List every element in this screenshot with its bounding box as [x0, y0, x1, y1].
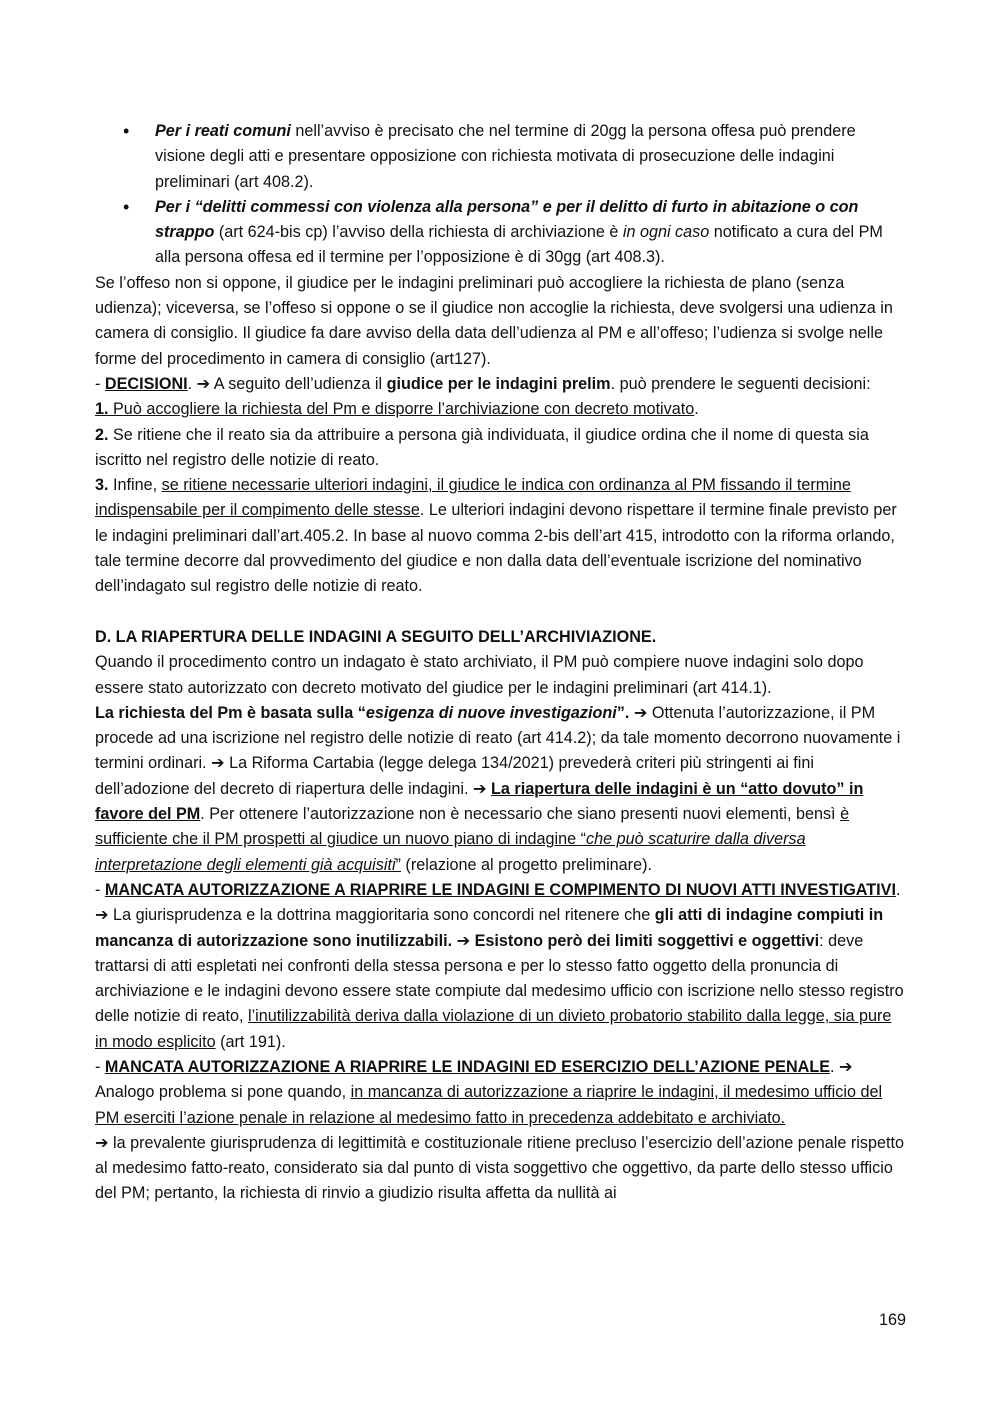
underlined-part: è sufficiente che il PM prospetti al giudice un nuovo piano di indagine “: [95, 805, 850, 849]
bullet-text: (art 624-bis cp) l’avviso della richiesta di archiviazione è: [214, 223, 623, 242]
body-text: . ➔ Analogo problema si pone quando,: [95, 1057, 853, 1102]
bullet-item-reati-comuni: [95, 119, 907, 195]
body-text: . Per ottenere l’autorizzazione non è necessario che siano presenti nuovi elementi, bensì: [200, 805, 841, 824]
final-paragraph: ➔ la prevalente giurisprudenza di legittimità e costituzionale ritiene precluso l’esercizio dell’azione penale rispetto al medesimo fatto-reato, considerato sia dal punto di vista soggettivo che oggettivo, da parte dello stesso ufficio del PM; pertanto, la richiesta di rinvio a giudizio risulta affetta da nullità ai: [95, 1133, 904, 1203]
decisioni-rest: . può prendere le seguenti decisioni:: [610, 374, 871, 393]
bullet-dot-icon: •: [123, 196, 130, 217]
bullet-text: notificato a cura del PM alla persona offesa ed il termine per l’opposizione è di 30gg (art 408.3).: [155, 223, 883, 267]
body-text: (art 191).: [215, 1032, 286, 1051]
mancata-autorizzazione-azione-penale: [95, 1055, 907, 1131]
section-d-heading: [95, 625, 907, 650]
body-text: (relazione al progetto preliminare).: [400, 855, 652, 874]
atto-dovuto-text: La riapertura delle indagini è un “atto dovuto” in favore del PM: [95, 779, 864, 824]
mancata-title: MANCATA AUTORIZZAZIONE A RIAPRIRE LE INDAGINI ED ESERCIZIO DELL’AZIONE PENALE: [104, 1057, 831, 1076]
underlined-text: l’inutilizzabilità deriva dalla violazione di un divieto probatorio stabilito dalla legge, sia pure in modo esplicito: [95, 1007, 892, 1051]
bold-text: gli atti di indagine compiuti in mancanza di autorizzazione sono inutilizzabili. ➔ Esistono però dei limiti soggettivi e oggettivi: [95, 906, 884, 950]
decisioni-text: . ➔ A seguito dell’udienza il: [187, 374, 387, 393]
decision-text: Può accogliere la richiesta del Pm e disporre l’archiviazione con decreto motivato: [108, 400, 695, 419]
paragraph-opposition: Se l’offeso non si oppone, il giudice per le indagini preliminari può accogliere la richiesta de plano (senza udienza); viceversa, se l’offeso si oppone o se il giudice non accoglie la richiesta, deve svolgersi una udienza in camera di consiglio. Il giudice fa dare avviso della data dell’udienza al PM e all’offeso; l’udienza si svolge nelle forme del procedimento in camera di consiglio (art127).: [95, 273, 893, 368]
decision-number: 3.: [95, 476, 109, 495]
bold-text-end: ”.: [616, 703, 630, 722]
underlined-italic: che può scaturire dalla diversa interpretazione degli elementi già acquisiti: [95, 830, 806, 874]
decision-1: [95, 397, 907, 422]
body-text: ➔ Ottenuta l’autorizzazione, il PM procede ad una iscrizione nel registro delle notizie di reato (art 414.2); da tale momento decorrono nuovamente i termini ordinari. ➔ La Riforma Cartabia (legge delega 134/2021) prevederà criteri più stringenti ai fini dell’adozione del decreto di riapertura delle indagini. ➔: [95, 703, 901, 798]
decision-3: [95, 473, 907, 599]
underlined-end: ”: [395, 855, 401, 874]
section-heading: D. LA RIAPERTURA DELLE INDAGINI A SEGUITO DELL’ARCHIVIAZIONE.: [95, 627, 657, 646]
decision-number: 1.: [95, 400, 109, 419]
decision-text: Se ritiene che il reato sia da attribuire a persona già individuata, il giudice ordina che il nome di questa sia iscritto nel registro delle notizie di reato.: [95, 425, 869, 469]
bullet-dot-icon: •: [123, 121, 130, 141]
paragraph-gap: [95, 600, 907, 625]
dash: -: [95, 1057, 105, 1076]
bullet-lead: Per i reati comuni: [155, 122, 291, 140]
page-number: 169: [878, 1311, 906, 1329]
bullet-italic: in ogni caso: [622, 223, 710, 242]
mancata-title: MANCATA AUTORIZZAZIONE A RIAPRIRE LE INDAGINI E COMPIMENTO DI NUOVI ATTI INVESTIGATIVI: [104, 880, 896, 899]
body-text: . ➔ La giurisprudenza e la dottrina maggioritaria sono concordi nel ritenere che: [95, 880, 901, 925]
richiesta-bold: [95, 704, 629, 722]
decision-number: 2.: [95, 425, 109, 444]
dash: -: [95, 880, 105, 899]
mancata-autorizzazione-atti: [95, 878, 907, 1055]
decision-underlined: se ritiene necessarie ulteriori indagini, il giudice le indica con ordinanza al PM fissando il termine indispensabile per il compimento delle stesse: [95, 476, 851, 520]
section-d-paragraph-1: Quando il procedimento contro un indagato è stato archiviato, il PM può compiere nuove indagini solo dopo essere stato autorizzato con decreto motivato del giudice per le indagini preliminari (art 414.1).: [95, 653, 864, 697]
paragraph-decisioni: [95, 372, 907, 397]
bold-italic-text: esigenza di nuove investigazioni: [365, 703, 617, 722]
decisioni-title: DECISIONI: [104, 374, 188, 393]
decision-end: .: [694, 400, 699, 419]
underlined-text: in mancanza di autorizzazione a riaprire le indagini, il medesimo ufficio del PM eserciti l’azione penale in relazione al medesimo fatto in precedenza addebitato e archiviato.: [95, 1083, 883, 1127]
bold-text: La richiesta del Pm è basata sulla “: [95, 703, 366, 722]
decision-rest: . Le ulteriori indagini devono rispettare il termine finale previsto per le indagini preliminari dall’art.405.2. In base al nuovo comma 2-bis dell’art 415, introdotto con la riforma orlando, tale termine decorre dal provvedimento del giudice e non dalla data dell’eventuale iscrizione del nominativo dell’indagato sul registro delle notizie di reato.: [95, 501, 897, 596]
page-content: [95, 119, 907, 1207]
bullet-lead: Per i “delitti commessi con violenza alla persona” e per il delitto di furto in abitazione o con strappo: [155, 197, 859, 242]
dash: -: [95, 374, 105, 393]
bullet-list: [95, 119, 907, 271]
bullet-item-delitti-violenza: [95, 195, 907, 271]
decisioni-bold: giudice per le indagini prelim: [386, 374, 611, 393]
section-d-paragraph-2: [95, 701, 907, 878]
bullet-text: nell’avviso è precisato che nel termine di 20gg la persona offesa può prendere visione degli atti e presentare opposizione con richiesta motivata di prosecuzione delle indagini preliminari (art 408.2).: [155, 122, 856, 191]
decision-text: Infine,: [108, 476, 162, 495]
body-text: : deve trattarsi di atti espletati nei confronti della stessa persona e per lo stesso fatto oggetto della pronuncia di archiviazione e le indagini devono essere state compiute dal medesimo ufficio con iscrizione nello stesso registro delle notizie di reato,: [95, 931, 904, 1026]
decision-2: [95, 423, 907, 474]
